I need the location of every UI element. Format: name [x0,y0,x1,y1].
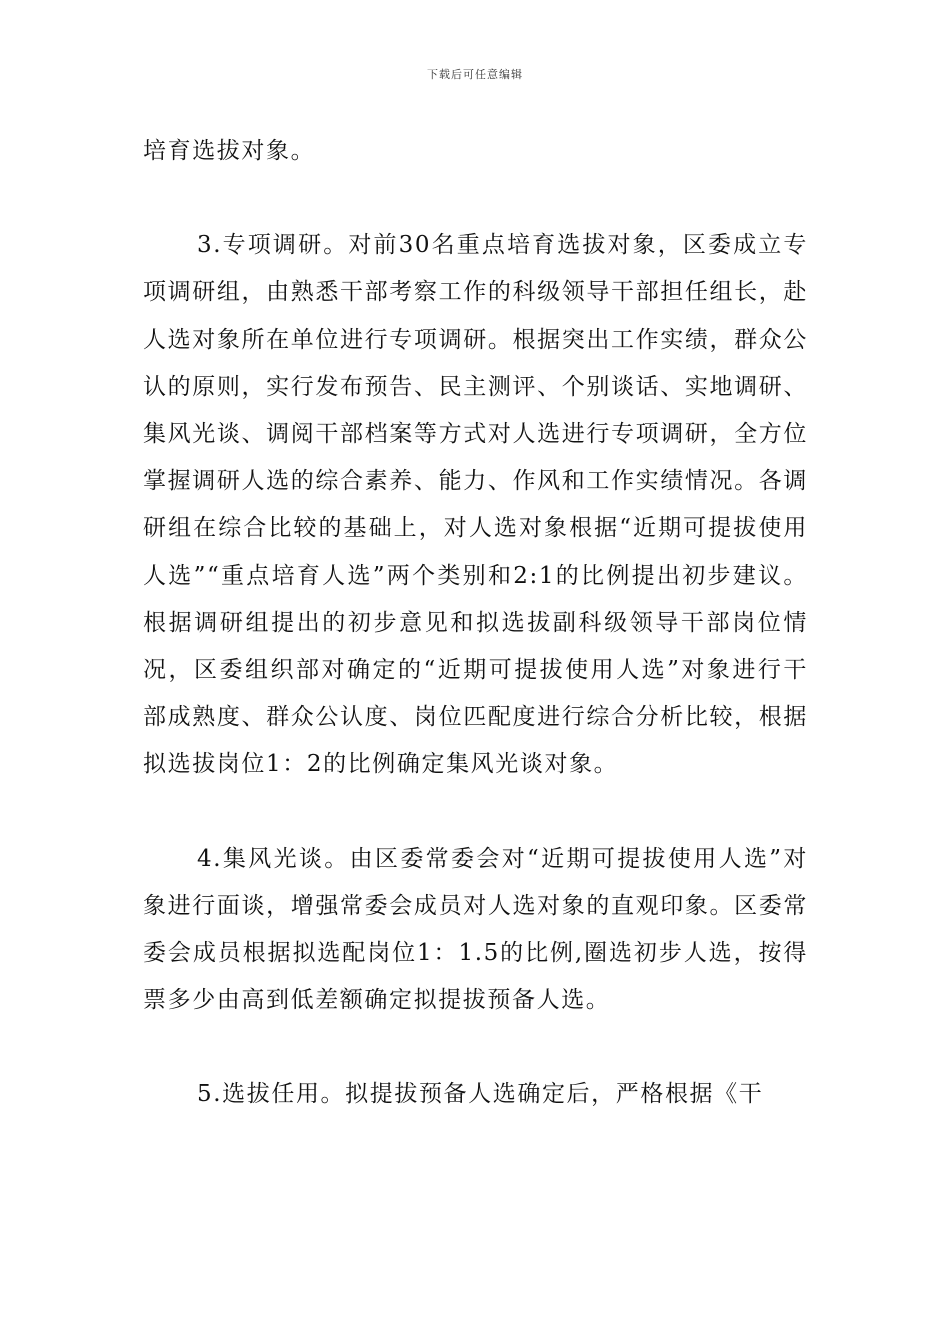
paragraph-item-5: 5.选拔任用。拟提拔预备人选确定后，严格根据《干 [197,1081,764,1108]
paragraph-item-4: 4.集风光谈。由区委常委会对“近期可提拔使用人选”对象进行面谈，增强常委会成员对人选对象的直观印象。区委常委会成员根据拟选配岗位1：1.5的比例,圈选初步人选，按得票多少由高到低差额确定拟提拔预备人选。 [143,845,808,1014]
page-header: 下载后可任意编辑 [427,68,523,81]
document-body [143,128,808,1119]
paragraph-item-3: 3.专项调研。对前30名重点培育选拔对象，区委成立专项调研组，由熟悉干部考察工作的科级领导干部担任组长，赴人选对象所在单位进行专项调研。根据突出工作实绩，群众公认的原则，实行发布预告、民主测评、个别谈话、实地调研、集风光谈、调阅干部档案等方式对人选进行专项调研，全方位掌握调研人选的综合素养、能力、作风和工作实绩情况。各调研组在综合比较的基础上，对人选对象根据“近期可提拔使用人选”“重点培育人选”两个类别和2:1的比例提出初步建议。根据调研组提出的初步意见和拟选拔副科级领导干部岗位情况，区委组织部对确定的“近期可提拔使用人选”对象进行干部成熟度、群众公认度、岗位匹配度进行综合分析比较，根据拟选拔岗位1：2的比例确定集风光谈对象。 [143,232,808,778]
paragraph-gap [143,175,808,222]
paragraph-gap [143,1024,808,1071]
paragraph-gap [143,789,808,836]
paragraph-continuation: 培育选拔对象。 [143,138,316,164]
